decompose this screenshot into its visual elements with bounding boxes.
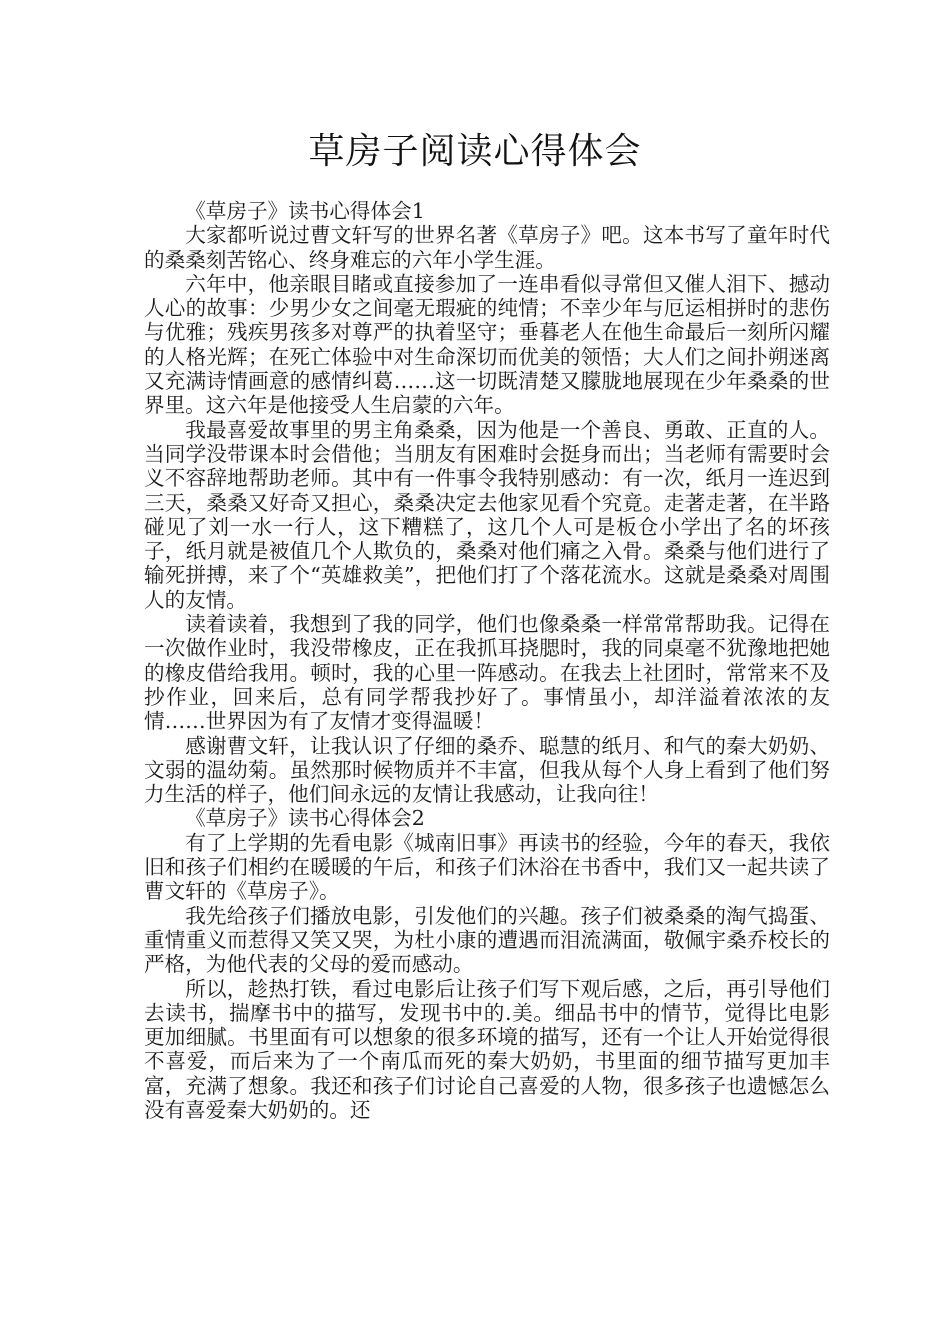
paragraph: 感谢曹文轩，让我认识了仔细的桑乔、聪慧的纸月、和气的秦大奶奶、文弱的温幼菊。虽然那时候物质并不丰富，但我从每个人身上看到了他们努力生活的样子，他们间永远的友情让我感动，让我向往！ bbox=[144, 733, 830, 807]
paragraph: 有了上学期的先看电影《城南旧事》再读书的经验，今年的春天，我依旧和孩子们相约在暖暖的午后，和孩子们沐浴在书香中，我们又一起共读了曹文轩的《草房子》。 bbox=[144, 830, 830, 904]
paragraph: 六年中，他亲眼目睹或直接参加了一连串看似寻常但又催人泪下、撼动人心的故事：少男少女之间毫无瑕疵的纯情；不幸少年与厄运相拼时的悲伤与优雅；残疾男孩多对尊严的执着坚守；垂暮老人在他生命最后一刻所闪耀的人格光辉；在死亡体验中对生命深切而优美的领悟；大人们之间扑朔迷离又充满诗情画意的感情纠葛……这一切既清楚又朦胧地展现在少年桑桑的世界里。这六年是他接受人生启蒙的六年。 bbox=[144, 271, 830, 418]
paragraph: 我最喜爱故事里的男主角桑桑，因为他是一个善良、勇敢、正直的人。当同学没带课本时会借他；当朋友有困难时会挺身而出；当老师有需要时会义不容辞地帮助老师。其中有一件事令我特别感动：有一次，纸月一连迟到三天，桑桑又好奇又担心，桑桑决定去他家见看个究竟。走著走著，在半路碰见了刘一水一行人，这下糟糕了，这几个人可是板仓小学出了名的坏孩子，纸月就是被值几个人欺负的，桑桑对他们痛之入骨。桑桑与他们进行了输死拼搏，来了个“英雄救美”，把他们打了个落花流水。这就是桑桑对周围人的友情。 bbox=[144, 417, 830, 612]
section-heading-1: 《草房子》读书心得体会1 bbox=[185, 199, 425, 223]
section-heading-2: 《草房子》读书心得体会2 bbox=[185, 806, 425, 831]
paragraph: 读着读着，我想到了我的同学，他们也像桑桑一样常常帮助我。记得在一次做作业时，我没带橡皮，正在我抓耳挠腮时，我的同桌毫不犹豫地把她的橡皮借给我用。顿时，我的心里一阵感动。在我去上社团时，常常来不及抄作业，回来后，总有同学帮我抄好了。事情虽小，却洋溢着浓浓的友情……世界因为有了友情才变得温暖！ bbox=[144, 612, 830, 734]
document-title: 草房子阅读心得体会 bbox=[308, 131, 642, 172]
paragraph: 所以，趁热打铁，看过电影后让孩子们写下观后感，之后，再引导他们去读书，揣摩书中的描写，发现书中的.美。细品书中的情节，觉得比电影更加细腻。书里面有可以想象的很多环境的描写，还有一个让人开始觉得很不喜爱，而后来为了一个南瓜而死的秦大奶奶，书里面的细节描写更加丰富，充满了想象。我还和孩子们讨论自己喜爱的人物，很多孩子也遗憾怎么没有喜爱秦大奶奶的。还 bbox=[144, 976, 830, 1122]
paragraph: 大家都听说过曹文轩写的世界名著《草房子》吧。这本书写了童年时代的桑桑刻苦铭心、终身难忘的六年小学生涯。 bbox=[144, 223, 830, 272]
document-body bbox=[144, 199, 830, 1122]
paragraph: 我先给孩子们播放电影，引发他们的兴趣。孩子们被桑桑的淘气捣蛋、重情重义而惹得又笑又哭，为杜小康的遭遇而泪流满面，敬佩宇桑乔校长的严格，为他代表的父母的爱而感动。 bbox=[144, 903, 830, 977]
